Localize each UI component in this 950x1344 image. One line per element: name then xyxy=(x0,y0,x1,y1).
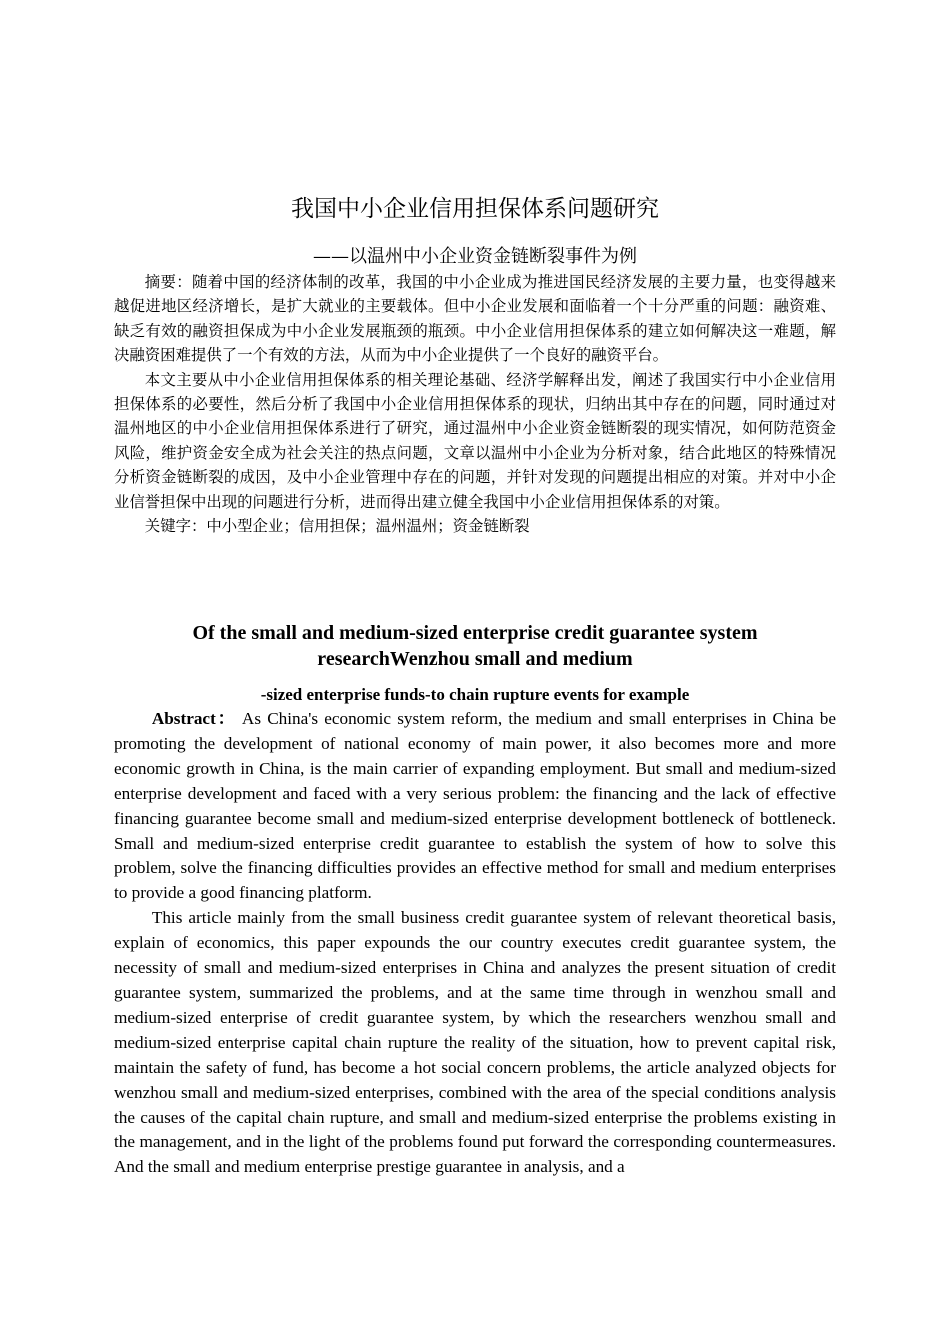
english-subtitle: -sized enterprise funds-to chain rupture events for example xyxy=(260,685,690,704)
english-abstract-paragraph-2: This article mainly from the small business credit guarantee system of relevant theoretical basis, explain of economics, this paper expounds the our country executes credit guarantee system, the necessity of small and medium-sized enterprises in China and analyzes the present situation of credit guarantee system, summarized the problems, and at the same time through in wenzhou small and medium-sized enterprise of credit guarantee system, by which the researchers wenzhou small and medium-sized enterprise capital chain rupture the reality of the situation, how to prevent capital risk, maintain the safety of fund, has become a hot social concern problems, the article analyzed objects for wenzhou small and medium-sized enterprises, combined with the area of the special conditions analysis the causes of the capital chain rupture, and small and medium-sized enterprise the problems existing in the management, and in the light of the problems found put forward the corresponding countermeasures. And the small and medium enterprise prestige guarantee in analysis, and a xyxy=(114,908,836,1177)
english-abstract-label: Abstract： xyxy=(151,709,237,728)
english-abstract-paragraph-1 xyxy=(114,707,836,906)
chinese-keywords-label: 关键字： xyxy=(144,517,207,536)
chinese-abstract-label: 摘要： xyxy=(144,273,192,291)
chinese-keywords-text: 中小型企业；信用担保；温州温州；资金链断裂 xyxy=(206,517,530,536)
english-abstract xyxy=(114,707,836,1180)
chinese-abstract-paragraph-1 xyxy=(114,270,836,368)
chinese-abstract-paragraph-2: 本文主要从中小企业信用担保体系的相关理论基础、经济学解释出发，阐述了我国实行中小企业信用担保体系的必要性，然后分析了我国中小企业信用担保体系的现状，归纳出其中存在的问题，同时通过对温州地区的中小企业信用担保体系进行了研究，通过温州中小企业资金链断裂的现实情况，如何防范资金风险，维护资金安全成为社会关注的热点问题，文章以温州中小企业为分析对象，结合此地区的特殊情况分析资金链断裂的成因，及中小企业管理中存在的问题，并针对发现的问题提出相应的对策。并对中小企业信誉担保中出现的问题进行分析，进而得出建立健全我国中小企业信用担保体系的对策。 xyxy=(114,370,836,511)
chinese-abstract xyxy=(114,270,836,538)
chinese-subtitle: ——以温州中小企业资金链断裂事件为例 xyxy=(313,246,637,267)
chinese-abstract-text-1: 随着中国的经济体制的改革，我国的中小企业成为推进国民经济发展的主要力量，也变得越来越促进地区经济增长，是扩大就业的主要载体。但中小企业发展和面临着一个十分严重的问题：融资难、缺乏有效的融资担保成为中小企业发展瓶颈的瓶颈。中小企业信用担保体系的建立如何解决这一难题，解决融资困难提供了一个有效的方法，从而为中小企业提供了一个良好的融资平台。 xyxy=(114,273,836,365)
chinese-title: 我国中小企业信用担保体系问题研究 xyxy=(291,196,659,222)
english-title: Of the small and medium-sized enterprise credit guarantee system researchWenzhou small and medium xyxy=(192,622,758,670)
chinese-keywords xyxy=(114,514,836,538)
english-abstract-text-1: As China's economic system reform, the medium and small enterprises in China be promoting the development of national economy of main power, it also becomes more and more economic growth in China, is the main carrier of expanding employment. But small and medium-sized enterprise development and faced with a very serious problem: the financing and the lack of effective financing guarantee become small and medium-sized enterprise development bottleneck of bottleneck. Small and medium-sized enterprise credit guarantee to establish the system of how to solve this problem, solve the financing difficulties provides an effective method for small and medium enterprises to provide a good financing platform. xyxy=(114,709,836,903)
